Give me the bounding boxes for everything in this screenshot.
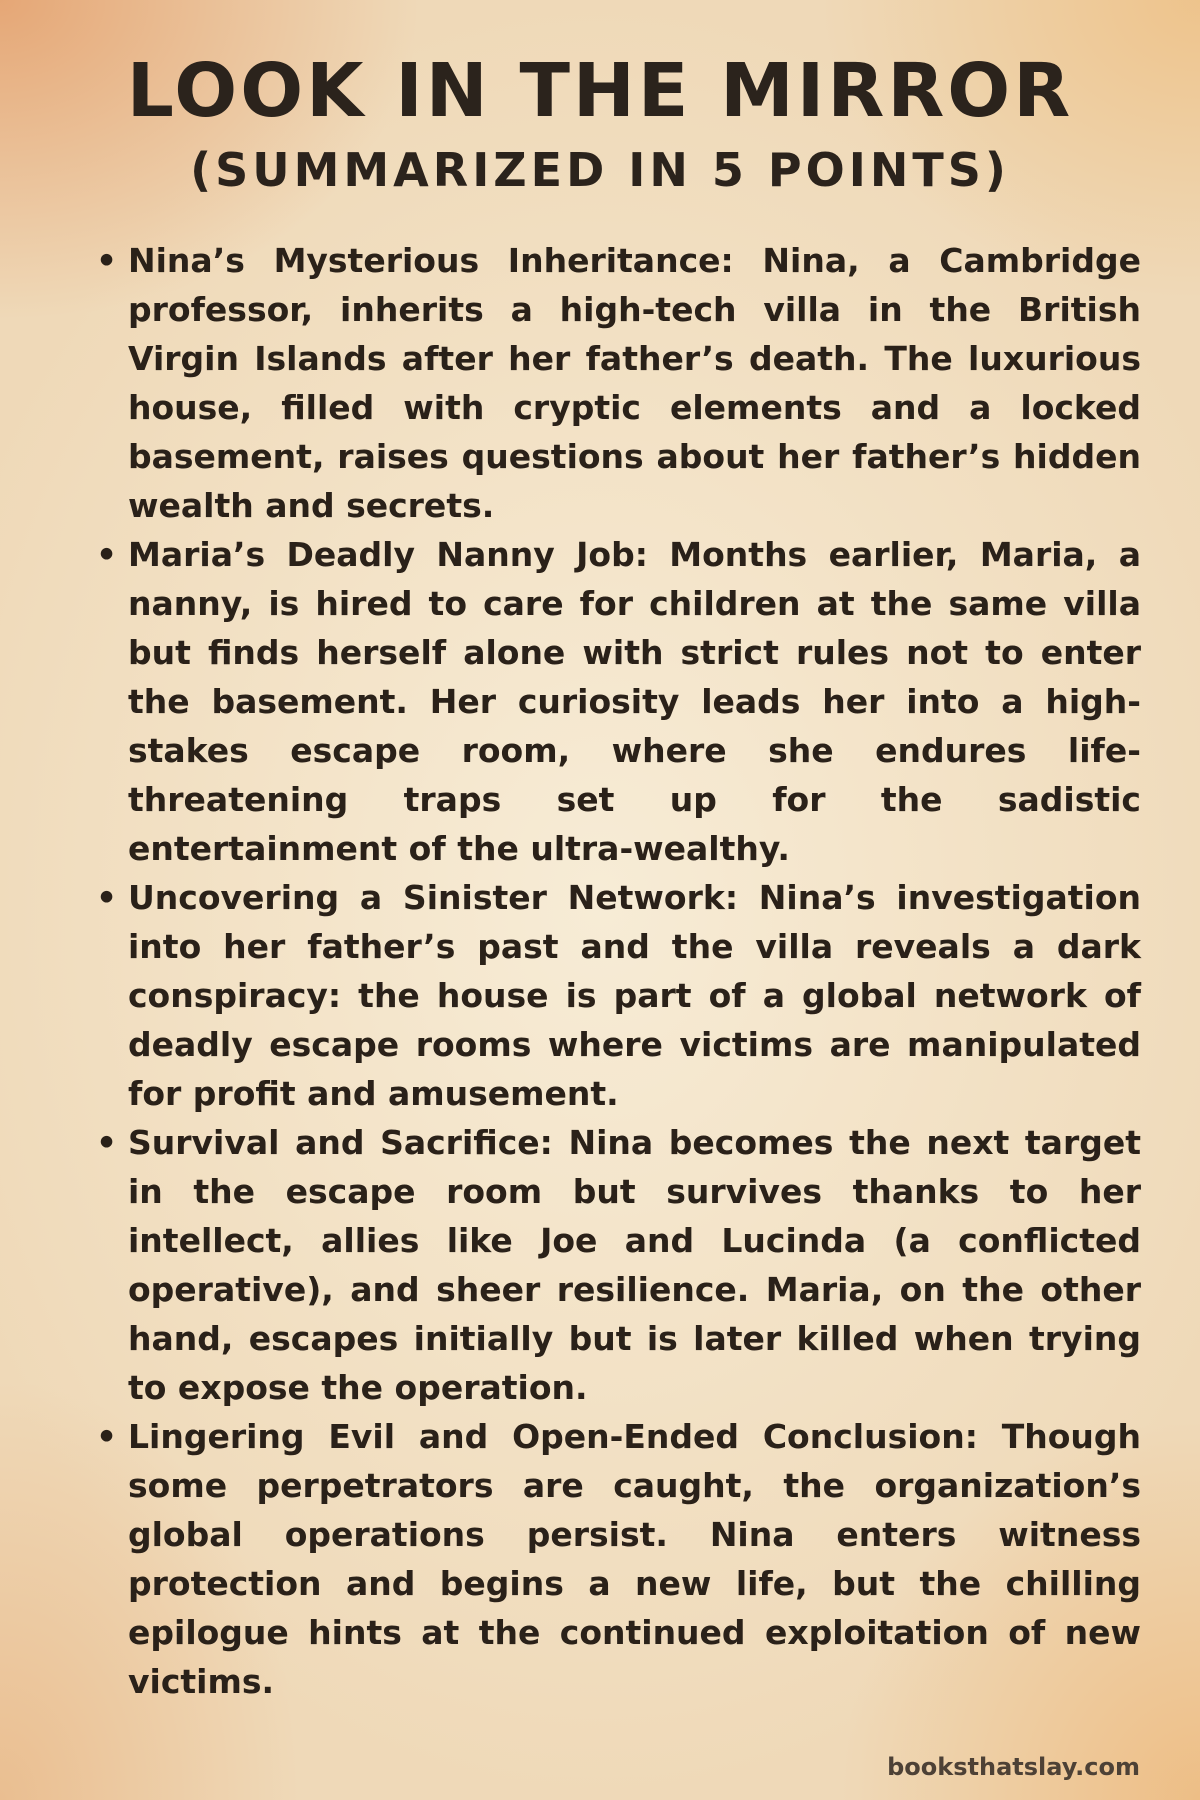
summary-point (96, 873, 1141, 1118)
source-website: booksthatslay.com (887, 1753, 1140, 1781)
summary-point (96, 236, 1141, 530)
summary-point-text: Maria’s Deadly Nanny Job: Months earlier, Maria, a nanny, is hired to care for children at the same villa but finds herself alone with strict rules not to enter the basement. Her curiosity leads her into a high-stakes escape room, where she endures life-threatening traps set up for the sadistic entertainment of the ultra-wealthy. (128, 535, 1141, 868)
bullet-icon: • (96, 241, 118, 280)
bullet-icon: • (96, 1123, 118, 1162)
page-subtitle: (SUMMARIZED IN 5 POINTS) (190, 143, 1010, 197)
bullet-icon: • (96, 535, 118, 574)
summary-point (96, 1412, 1141, 1706)
summary-point-text: Nina’s Mysterious Inheritance: Nina, a Cambridge professor, inherits a high-tech villa in the British Virgin Islands after her father’s death. The luxurious house, filled with cryptic elements and a locked basement, raises questions about her father’s hidden wealth and secrets. (128, 241, 1141, 525)
bullet-icon: • (96, 878, 118, 917)
page-title: LOOK IN THE MIRROR (126, 48, 1074, 134)
summary-points-list (96, 236, 1141, 1706)
summary-point-text: Survival and Sacrifice: Nina becomes the next target in the escape room but survives thanks to her intellect, allies like Joe and Lucinda (a conflicted operative), and sheer resilience. Maria, on the other hand, escapes initially but is later killed when trying to expose the operation. (128, 1123, 1141, 1407)
summary-point (96, 1118, 1141, 1412)
summary-point (96, 530, 1141, 873)
summary-point-text: Lingering Evil and Open-Ended Conclusion: Though some perpetrators are caught, the organization’s global operations persist. Nina enters witness protection and begins a new life, but the chilling epilogue hints at the continued exploitation of new victims. (128, 1417, 1141, 1701)
summary-point-text: Uncovering a Sinister Network: Nina’s investigation into her father’s past and the villa reveals a dark conspiracy: the house is part of a global network of deadly escape rooms where victims are manipulated for profit and amusement. (128, 878, 1141, 1113)
bullet-icon: • (96, 1417, 118, 1456)
